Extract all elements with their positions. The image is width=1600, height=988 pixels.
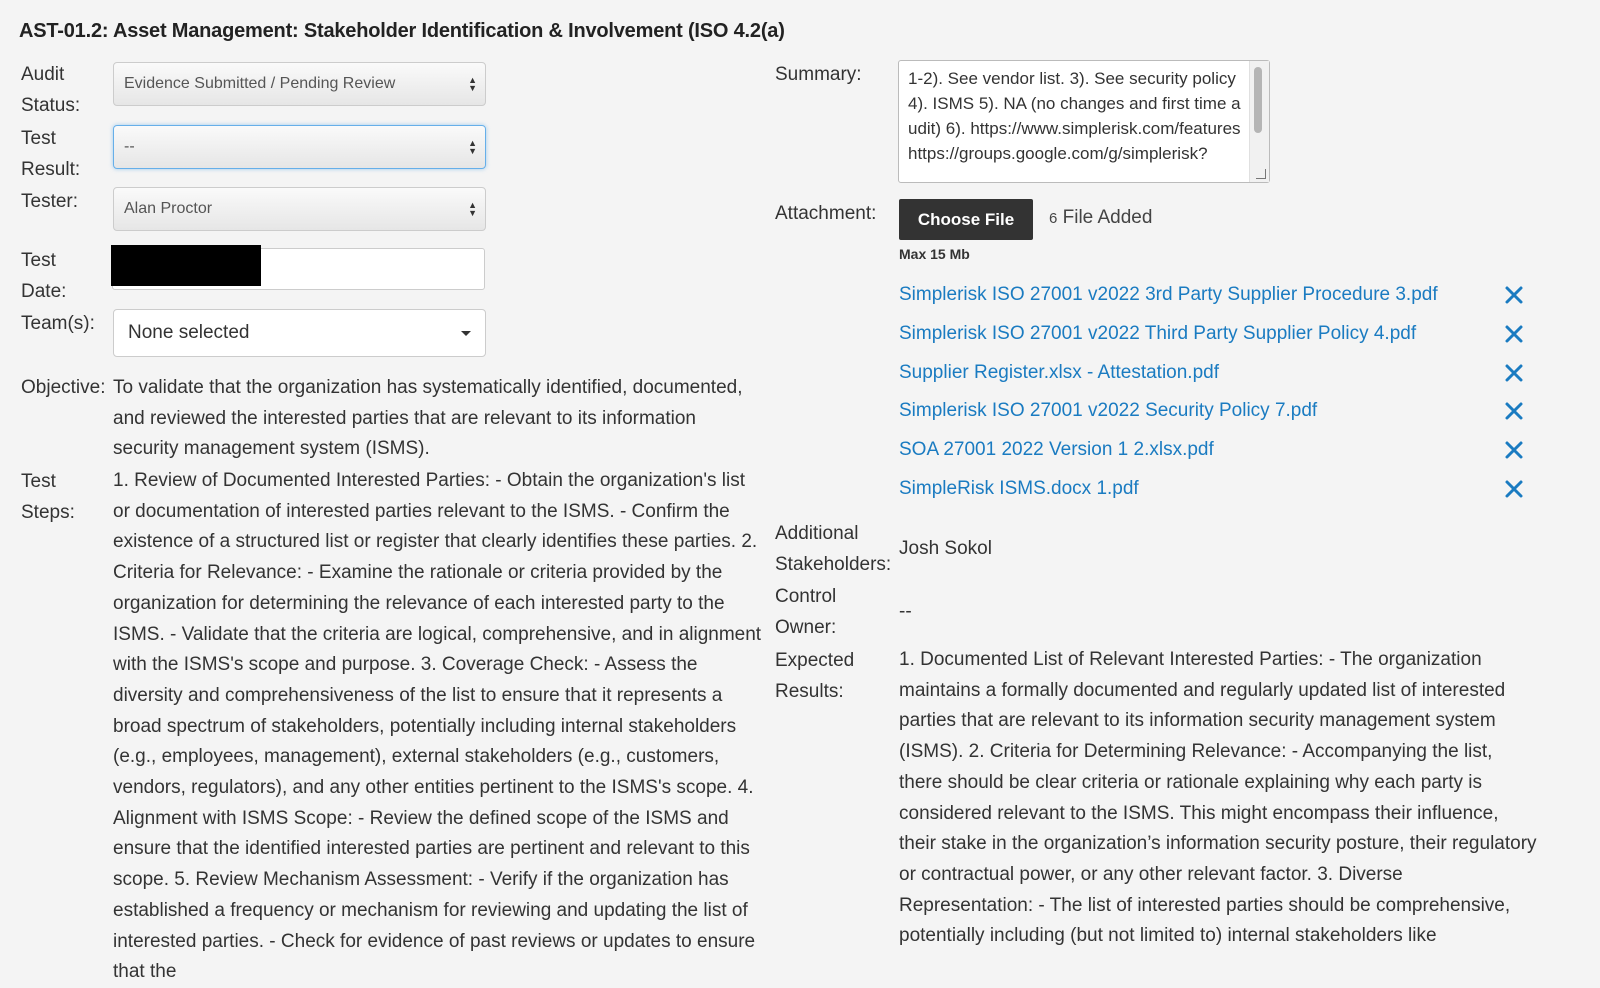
attachment-item [899, 280, 1529, 310]
test-steps-text: 1. Review of Documented Interested Parties: - Obtain the organization's list or documentation of interested parties relevant to the ISMS. - Confirm the existence of a structured list or register that clearly identifies these parties. 2. Criteria for Relevance: - Examine the rationale or criteria provided by the organization for determining the relevance of each interested party to the ISMS. - Validate that the criteria are logical, comprehensive, and in alignment with the ISMS's scope and purpose. 3. Coverage Check: - Assess the diversity and comprehensiveness of the list to ensure that it represents a broad spectrum of stakeholders, potentially including internal stakeholders (e.g., employees, management), external stakeholders (e.g., customers, vendors, regulators), and any other entities pertinent to the ISMS's scope. 4. Alignment with ISMS Scope: - Review the defined scope of the ISMS and ensure that the identified interested parties are pertinent and relevant to this scope. 5. Review Mechanism Assessment: - Verify if the organization has established a frequency or mechanism for reviewing and updating the list of interested parties. - Check for evidence of past reviews or updates to ensure that the [113, 470, 762, 983]
test-steps-label [21, 466, 75, 528]
summary-textarea[interactable] [898, 60, 1270, 183]
tester-select[interactable] [113, 187, 486, 231]
audit-status-value: Evidence Submitted / Pending Review [124, 75, 396, 92]
attachment-link[interactable]: SimpleRisk ISMS.docx 1.pdf [899, 478, 1139, 499]
attachment-link[interactable]: SOA 27001 2022 Version 1 2.xlsx.pdf [899, 439, 1214, 460]
attachment-label: Attachment: [775, 203, 877, 224]
close-x-icon[interactable] [1504, 363, 1524, 383]
teams-label: Team(s): [21, 313, 95, 334]
test-result-label-line2: Result: [21, 159, 81, 180]
teams-multiselect[interactable] [113, 309, 486, 357]
teams-value: None selected [128, 322, 250, 343]
control-owner-label [775, 581, 836, 643]
objective-text: To validate that the organization has systematically identified, documented, and reviewed the interested parties that are relevant to its information security management system (ISMS). [113, 377, 743, 460]
test-date-label-line2: Date: [21, 281, 67, 302]
attachment-link[interactable]: Simplerisk ISO 27001 v2022 Third Party Supplier Policy 4.pdf [899, 323, 1417, 344]
expected-results-text: 1. Documented List of Relevant Interested Parties: - The organization maintains a formally documented and regularly updated list of interested parties that are relevant to its information security management system (ISMS). 2. Criteria for Determining Relevance: - Accompanying the list, there should be clear criteria or rationale explaining why each party is considered relevant to the ISMS. This might encompass their influence, their stake in the organization’s information security posture, their regulatory or contractual power, or any other relevant factor. 3. Diverse Representation: - The list of interested parties should be comprehensive, potentially including (but not limited to) internal stakeholders like [899, 649, 1537, 947]
control-owner-value: -- [899, 601, 912, 622]
attachment-item [899, 396, 1529, 426]
test-date-label [21, 245, 66, 307]
close-x-icon[interactable] [1504, 440, 1524, 460]
attachment-link[interactable]: Simplerisk ISO 27001 v2022 Security Policy 7.pdf [899, 400, 1318, 421]
test-result-value: -- [124, 138, 135, 155]
files-added-count [1049, 203, 1152, 234]
file-count: 6 [1049, 210, 1058, 227]
scrollbar-thumb[interactable] [1254, 67, 1262, 133]
redacted-date-block [111, 245, 261, 286]
expected-results-label-line1: Expected [775, 650, 855, 671]
summary-label: Summary: [775, 64, 862, 85]
additional-stakeholders-label-line1: Additional [775, 523, 859, 544]
audit-status-label [21, 59, 80, 121]
objective-label: Objective: [21, 377, 106, 398]
test-steps-label-line1: Test [21, 471, 56, 492]
summary-text: 1-2). See vendor list. 3). See security policy 4). ISMS 5). NA (no changes and first time audit) 6). https://www.simplerisk.com/features https://groups.google.com/g/simplerisk? [908, 69, 1246, 163]
attachment-link[interactable]: Supplier Register.xlsx - Attestation.pdf [899, 362, 1219, 383]
file-count-suffix: File Added [1062, 207, 1153, 228]
select-arrows-icon: ▲ ▼ [468, 138, 477, 156]
close-x-icon[interactable] [1504, 285, 1524, 305]
attachment-item [899, 435, 1529, 465]
test-result-label-line1: Test [21, 128, 56, 149]
caret-down-icon [461, 331, 471, 336]
test-result-select[interactable] [113, 125, 486, 169]
choose-file-button[interactable]: Choose File [899, 199, 1033, 240]
page-title: AST-01.2: Asset Management: Stakeholder Identification & Involvement (ISO 4.2(a) [19, 20, 785, 42]
test-steps-label-line2: Steps: [21, 502, 75, 523]
close-x-icon[interactable] [1504, 401, 1524, 421]
expected-results-label [775, 645, 854, 707]
select-arrows-icon: ▲ ▼ [468, 200, 477, 218]
attachment-item [899, 358, 1529, 388]
additional-stakeholders-value: Josh Sokol [899, 538, 992, 559]
control-owner-label-line1: Control [775, 586, 837, 607]
resize-grip-icon[interactable] [1256, 169, 1266, 179]
additional-stakeholders-label [775, 518, 891, 580]
test-date-label-line1: Test [21, 250, 56, 271]
attachment-item [899, 474, 1529, 504]
audit-status-select[interactable] [113, 62, 486, 106]
audit-status-label-line1: Audit [21, 64, 65, 85]
tester-label: Tester: [21, 191, 79, 212]
attachment-link[interactable]: Simplerisk ISO 27001 v2022 3rd Party Supplier Procedure 3.pdf [899, 284, 1438, 305]
tester-value: Alan Proctor [124, 200, 213, 217]
expected-results-label-line2: Results: [775, 681, 844, 702]
summary-scrollbar[interactable] [1249, 61, 1269, 182]
test-result-label [21, 123, 80, 185]
max-size-note: Max 15 Mb [899, 246, 970, 262]
select-arrows-icon: ▲ ▼ [468, 75, 477, 93]
audit-status-label-line2: Status: [21, 95, 81, 116]
control-owner-label-line2: Owner: [775, 617, 837, 638]
attachment-item [899, 319, 1529, 349]
close-x-icon[interactable] [1504, 324, 1524, 344]
additional-stakeholders-label-line2: Stakeholders: [775, 554, 892, 575]
close-x-icon[interactable] [1504, 479, 1524, 499]
